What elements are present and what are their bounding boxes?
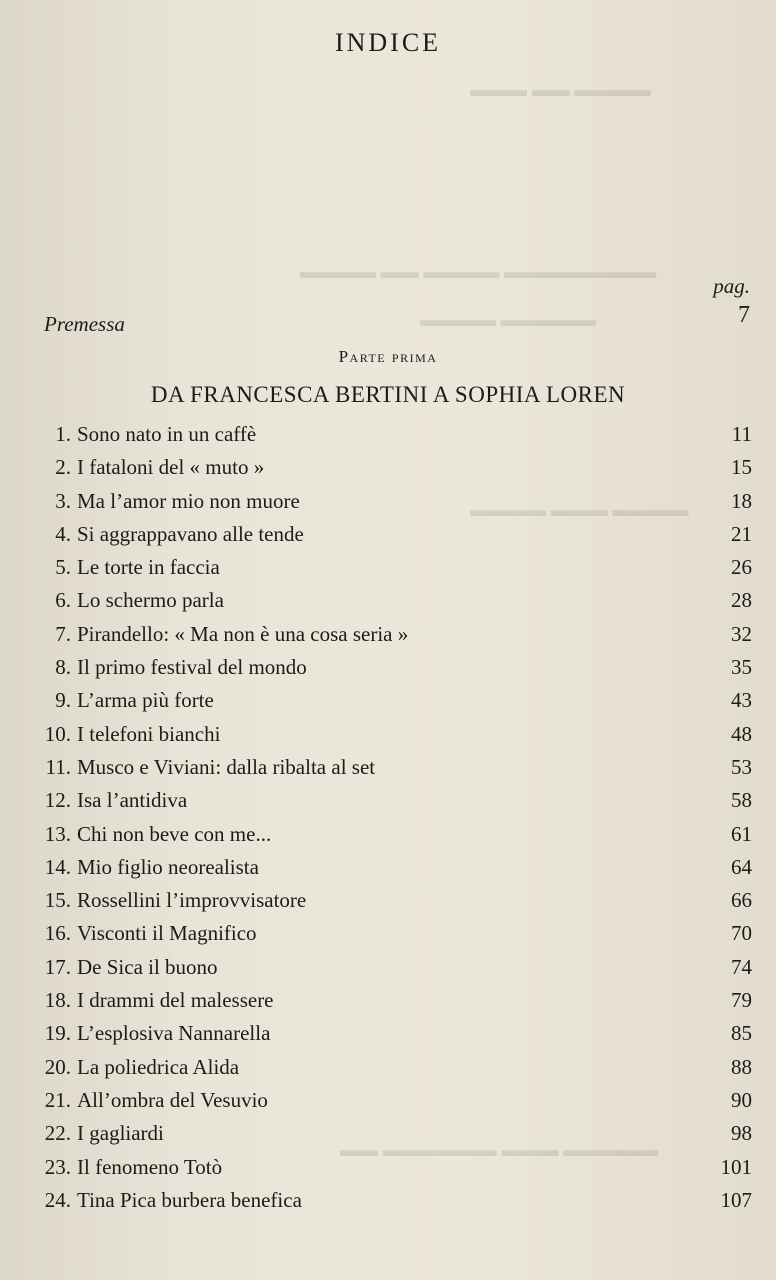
chapter-page: 90: [731, 1087, 752, 1112]
chapter-number: 3.: [55, 488, 71, 513]
toc-entry: [0, 718, 776, 751]
chapter-page: 35: [731, 655, 752, 680]
toc-entry: [0, 751, 776, 784]
chapter-page: 15: [731, 455, 752, 480]
show-through-texture: ▬▬▬▬ ▬▬ ▬▬▬: [470, 80, 651, 101]
part-title: DA FRANCESCA BERTINI A SOPHIA LOREN: [150, 382, 626, 407]
chapter-page: 98: [731, 1121, 752, 1146]
chapter-page: 28: [731, 588, 752, 613]
chapter-title: Mio figlio neorealista: [77, 854, 259, 879]
chapter-page: 58: [731, 788, 752, 813]
chapter-title: Sono nato in un caffè: [77, 422, 257, 446]
toc-entry: [0, 1117, 776, 1150]
chapter-page: 79: [731, 988, 752, 1013]
chapter-page: 107: [720, 1187, 752, 1212]
chapter-number: 15.: [44, 888, 71, 913]
chapter-number: 8.: [55, 655, 71, 680]
chapter-number: 17.: [44, 954, 71, 979]
chapter-number: 24.: [44, 1187, 71, 1212]
chapter-page: 26: [731, 555, 752, 580]
chapter-title: Il fenomeno Totò: [77, 1154, 223, 1179]
page-column-label: pag.: [713, 274, 750, 298]
chapter-number: 14.: [44, 854, 71, 879]
chapter-page: 66: [731, 888, 752, 913]
chapter-number: 1.: [55, 422, 71, 446]
chapter-title: Visconti il Magnifico: [77, 921, 257, 946]
page-title: INDICE: [334, 28, 442, 57]
toc-entry: [0, 917, 776, 950]
chapter-title: L’arma più forte: [77, 688, 214, 713]
chapter-number: 21.: [44, 1087, 71, 1112]
toc-entry: [0, 851, 776, 884]
chapter-title: Tina Pica burbera benefica: [77, 1187, 302, 1212]
part-label: Parte prima: [338, 347, 438, 366]
chapter-title: Isa l’antidiva: [77, 788, 188, 813]
chapter-title: I drammi del malessere: [77, 988, 274, 1013]
chapter-page: 11: [731, 422, 752, 446]
toc-entry: [0, 884, 776, 917]
chapter-title: I gagliardi: [77, 1121, 164, 1146]
toc-entry: [0, 651, 776, 684]
chapter-number: 6.: [55, 588, 71, 613]
chapter-page: 70: [731, 921, 752, 946]
table-of-contents: [0, 418, 776, 1217]
chapter-title: Pirandello: « Ma non è una cosa seria »: [77, 621, 409, 646]
chapter-page: 64: [731, 854, 752, 879]
toc-entry: [0, 551, 776, 584]
chapter-page: 101: [720, 1154, 752, 1179]
chapter-page: 88: [731, 1054, 752, 1079]
front-matter-page: 7: [738, 302, 750, 328]
chapter-number: 4.: [55, 521, 71, 546]
toc-entry: [0, 784, 776, 817]
front-matter-title: Premessa: [44, 312, 125, 336]
chapter-title: I fataloni del « muto »: [77, 455, 265, 480]
chapter-page: 43: [731, 688, 752, 713]
chapter-number: 12.: [44, 788, 71, 813]
chapter-title: All’ombra del Vesuvio: [77, 1087, 268, 1112]
chapter-number: 16.: [44, 921, 71, 946]
toc-entry: [0, 618, 776, 651]
chapter-title: L’esplosiva Nannarella: [77, 1021, 271, 1046]
chapter-page: 53: [731, 754, 752, 779]
chapter-title: Ma l’amor mio non muore: [77, 488, 300, 513]
show-through-texture: ▬▬▬▬▬ ▬▬▬▬: [420, 310, 596, 331]
show-through-texture: ▬▬▬▬▬ ▬▬▬ ▬▬▬▬▬▬ ▬▬: [340, 1140, 659, 1161]
chapter-page: 48: [731, 721, 752, 746]
chapter-number: 2.: [55, 455, 71, 480]
toc-entry: [0, 584, 776, 617]
chapter-title: Le torte in faccia: [77, 555, 220, 580]
toc-entry: [0, 1151, 776, 1184]
toc-entry: [0, 984, 776, 1017]
chapter-page: 74: [731, 954, 752, 979]
toc-entry: [0, 951, 776, 984]
chapter-number: 19.: [44, 1021, 71, 1046]
toc-entry: [0, 1184, 776, 1217]
chapter-number: 13.: [44, 821, 71, 846]
chapter-title: Rossellini l’improvvisatore: [77, 888, 307, 913]
chapter-page: 32: [731, 621, 752, 646]
chapter-number: 23.: [44, 1154, 71, 1179]
chapter-number: 22.: [44, 1121, 71, 1146]
chapter-number: 11.: [45, 754, 71, 779]
toc-entry: [0, 818, 776, 851]
chapter-title: I telefoni bianchi: [77, 721, 221, 746]
chapter-page: 85: [731, 1021, 752, 1046]
chapter-title: Il primo festival del mondo: [77, 655, 307, 680]
toc-entry: [0, 418, 776, 451]
toc-entry: [0, 1017, 776, 1050]
chapter-title: Lo schermo parla: [77, 588, 224, 613]
chapter-number: 18.: [44, 988, 71, 1013]
show-through-texture: ▬▬▬▬▬▬▬▬ ▬▬▬▬ ▬▬ ▬▬▬▬: [300, 262, 657, 283]
chapter-number: 9.: [55, 688, 71, 713]
chapter-title: Si aggrappavano alle tende: [77, 521, 304, 546]
toc-entry: [0, 451, 776, 484]
chapter-page: 18: [731, 488, 752, 513]
toc-entry: [0, 1051, 776, 1084]
chapter-number: 5.: [55, 555, 71, 580]
chapter-title: De Sica il buono: [77, 954, 218, 979]
chapter-page: 21: [731, 521, 752, 546]
toc-entry: [0, 518, 776, 551]
chapter-page: 61: [731, 821, 752, 846]
toc-entry: [0, 485, 776, 518]
chapter-title: Chi non beve con me...: [77, 821, 272, 846]
show-through-texture: ▬▬▬▬ ▬▬▬ ▬▬▬▬: [470, 500, 689, 521]
chapter-number: 20.: [44, 1054, 71, 1079]
chapter-number: 10.: [44, 721, 71, 746]
toc-entry: [0, 1084, 776, 1117]
toc-entry: [0, 684, 776, 717]
chapter-title: Musco e Viviani: dalla ribalta al set: [77, 754, 376, 779]
chapter-title: La poliedrica Alida: [77, 1054, 240, 1079]
chapter-number: 7.: [55, 621, 71, 646]
